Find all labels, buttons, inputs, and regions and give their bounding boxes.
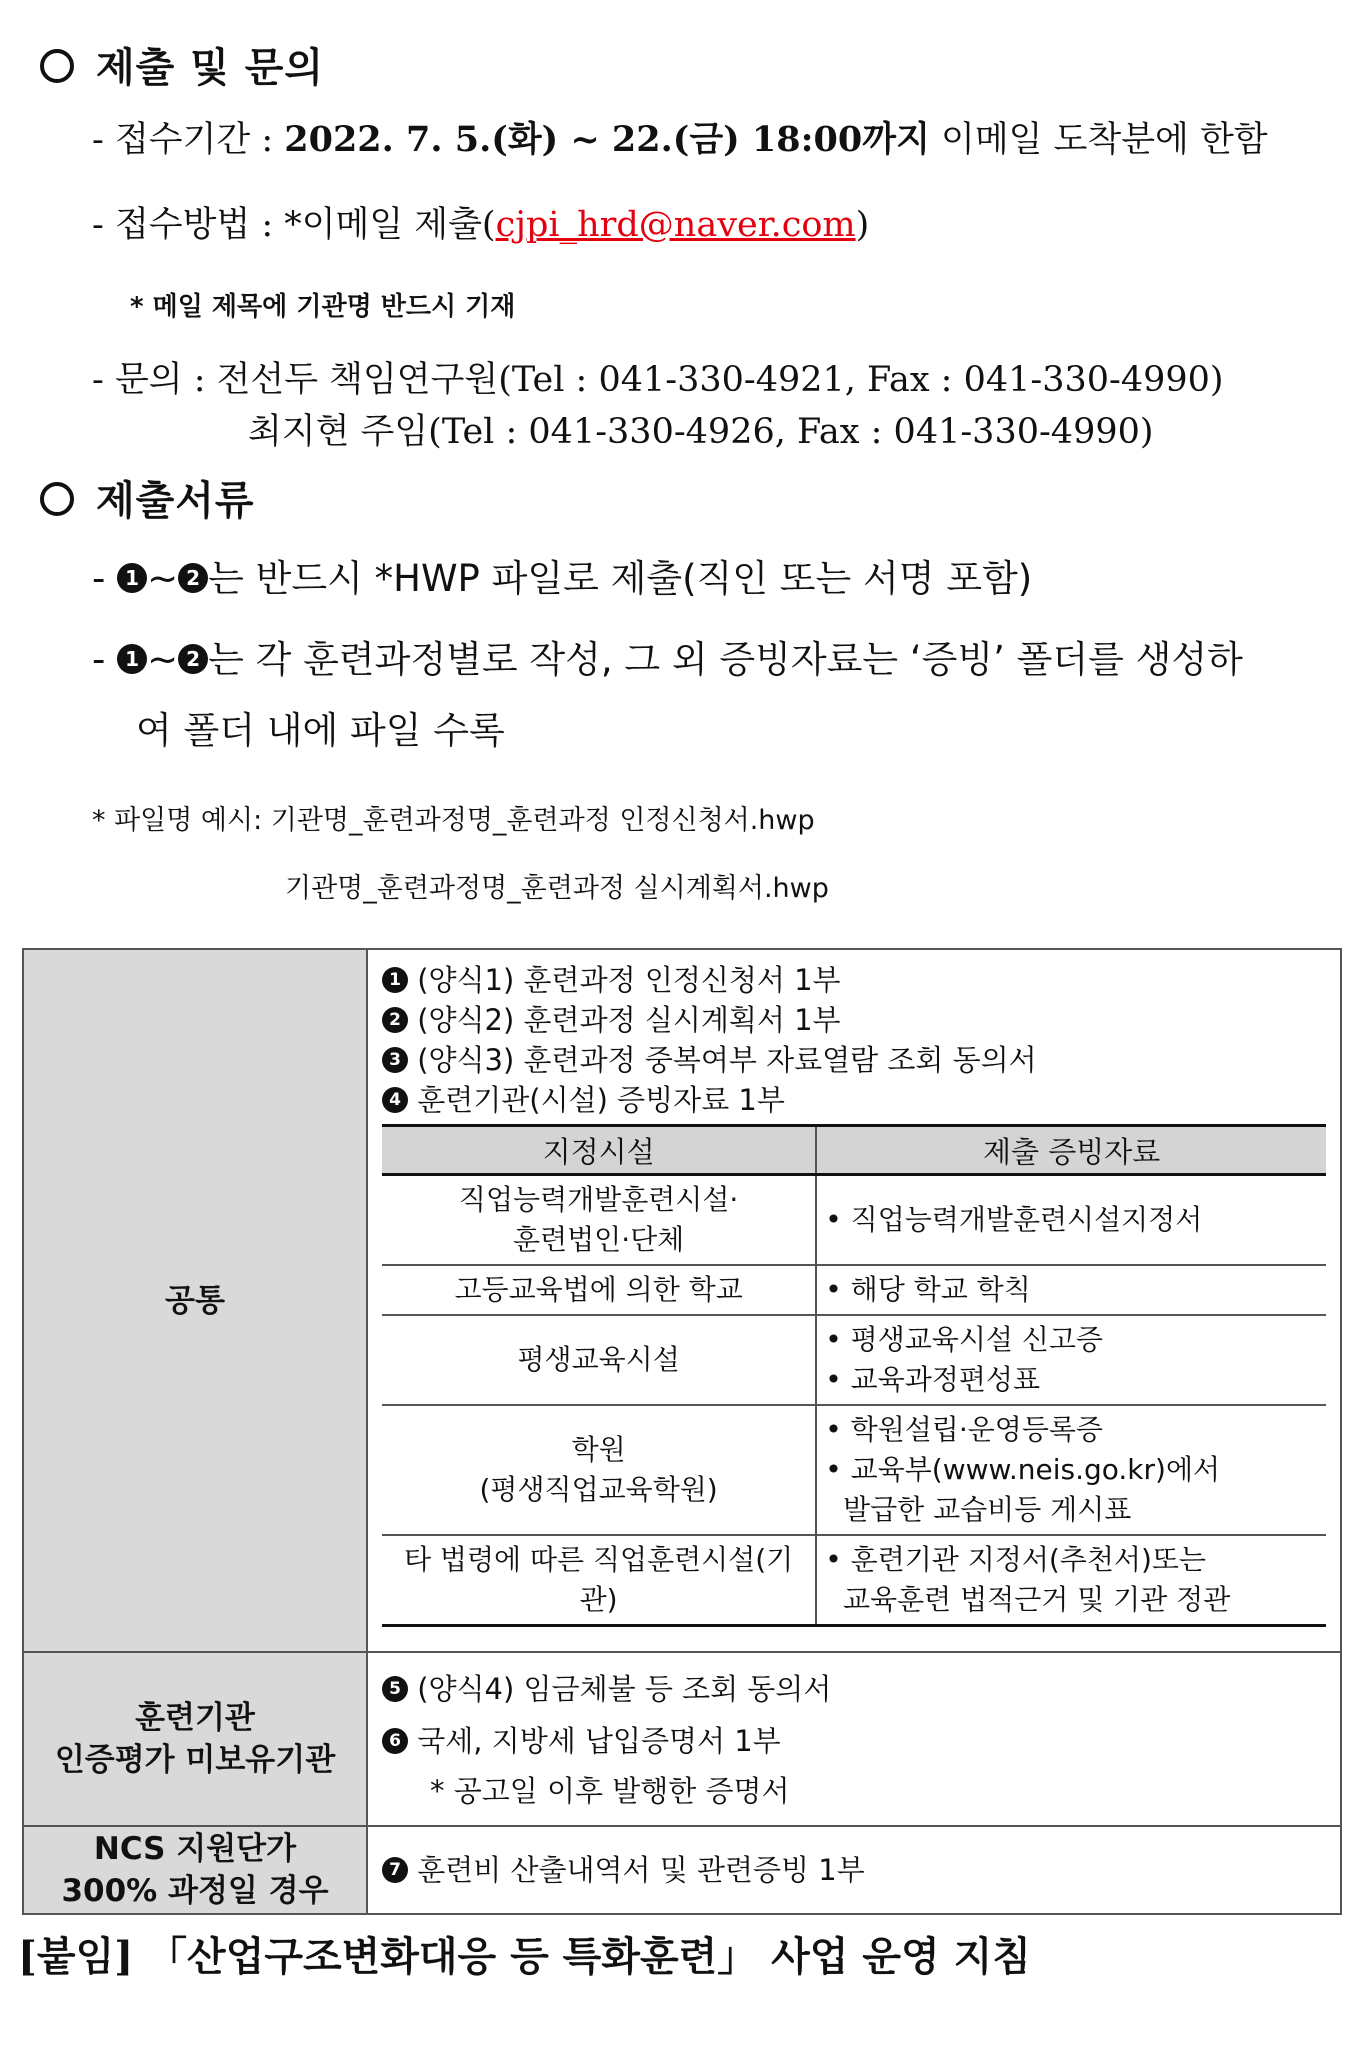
documents-table — [22, 948, 1342, 1915]
list-item: 2 (양식2) 훈련과정 실시계획서 1부 — [382, 1000, 1326, 1040]
documents-line-2: - 1 ~ 2 는 각 훈련과정별로 작성, 그 외 증빙자료는 ‘증빙’ 폴더를 생성하 — [92, 638, 1243, 681]
number-6-icon: 6 — [382, 1728, 408, 1754]
row-label-ncs: NCS 지원단가 300% 과정일 경우 — [23, 1826, 367, 1914]
list-item: 1 (양식1) 훈련과정 인정신청서 1부 — [382, 960, 1326, 1000]
number-1-icon: 1 — [117, 563, 147, 593]
number-2-icon: 2 — [178, 644, 208, 674]
list-item: 5 (양식4) 임금체불 등 조회 동의서 — [382, 1663, 1326, 1715]
table-row-uncertified — [23, 1652, 1341, 1826]
number-4-icon: 4 — [382, 1087, 408, 1113]
table-row: 고등교육법에 의한 학교 • 해당 학교 학칙 — [382, 1265, 1326, 1315]
table-row: 평생교육시설 • 평생교육시설 신고증 • 교육과정편성표 — [382, 1315, 1326, 1405]
submission-method: - 접수방법 : *이메일 제출(cjpi_hrd@naver.com) — [92, 205, 870, 245]
file-name-example-1: * 파일명 예시: 기관명_훈련과정명_훈련과정 인정신청서.hwp — [92, 805, 815, 836]
number-1-icon: 1 — [117, 644, 147, 674]
column-header-documents: 제출 증빙자료 — [816, 1126, 1326, 1175]
list-item: 3 (양식3) 훈련과정 중복여부 자료열람 조회 동의서 — [382, 1040, 1326, 1080]
documents-line-1: - 1 ~ 2 는 반드시 *HWP 파일로 제출(직인 또는 서명 포함) — [92, 557, 1033, 600]
list-item: 6 국세, 지방세 납입증명서 1부 — [382, 1715, 1326, 1767]
table-row: 타 법령에 따른 직업훈련시설(기관) • 훈련기관 지정서(추천서)또는 교육훈련 법적근거 및 기관 정관 — [382, 1535, 1326, 1626]
column-header-facility: 지정시설 — [382, 1126, 816, 1175]
number-2-icon: 2 — [178, 563, 208, 593]
submission-period: - 접수기간 : 2022. 7. 5.(화) ~ 22.(금) 18:00까지 이메일 도착분에 한함 — [92, 119, 1268, 160]
table-row: 학원 (평생직업교육학원) • 학원설립·운영등록증 • 교육부(www.neis.go.kr)에서 발급한 교습비등 게시표 — [382, 1405, 1326, 1535]
contact-line-2: 최지현 주임(Tel : 041-330-4926, Fax : 041-330-4990) — [248, 412, 1154, 452]
facility-table — [382, 1124, 1326, 1627]
table-row-common — [23, 949, 1341, 1652]
file-name-example-2: 기관명_훈련과정명_훈련과정 실시계획서.hwp — [285, 873, 829, 904]
row-label-uncertified: 훈련기관 인증평가 미보유기관 — [23, 1652, 367, 1826]
number-5-icon: 5 — [382, 1676, 408, 1702]
email-link[interactable]: cjpi_hrd@naver.com — [495, 205, 856, 245]
mail-subject-note: * 메일 제목에 기관명 반드시 기재 — [130, 292, 516, 322]
number-2-icon: 2 — [382, 1007, 408, 1033]
table-row-ncs — [23, 1826, 1341, 1914]
number-7-icon: 7 — [382, 1857, 408, 1883]
section-title-documents: 제출서류 — [40, 469, 255, 526]
number-3-icon: 3 — [382, 1047, 408, 1073]
documents-line-2-cont: 여 폴더 내에 파일 수록 — [136, 709, 505, 752]
contact-line-1: - 문의 : 전선두 책임연구원(Tel : 041-330-4921, Fax : 041-330-4990) — [92, 360, 1224, 400]
table-row: 직업능력개발훈련시설· 훈련법인·단체 • 직업능력개발훈련시설지정서 — [382, 1175, 1326, 1266]
circle-bullet-icon — [40, 482, 74, 516]
row-label-common: 공통 — [23, 949, 367, 1652]
list-item: 7 훈련비 산출내역서 및 관련증빙 1부 — [382, 1850, 1326, 1890]
section-title-submission: 제출 및 문의 — [40, 36, 324, 93]
attachment-title: [붙임] 「산업구조변화대응 등 특화훈련」 사업 운영 지침 — [18, 1933, 1031, 1980]
circle-bullet-icon — [40, 49, 74, 83]
certificate-note: * 공고일 이후 발행한 증명서 — [430, 1774, 790, 1808]
number-1-icon: 1 — [382, 967, 408, 993]
list-item: 4 훈련기관(시설) 증빙자료 1부 — [382, 1080, 1326, 1120]
